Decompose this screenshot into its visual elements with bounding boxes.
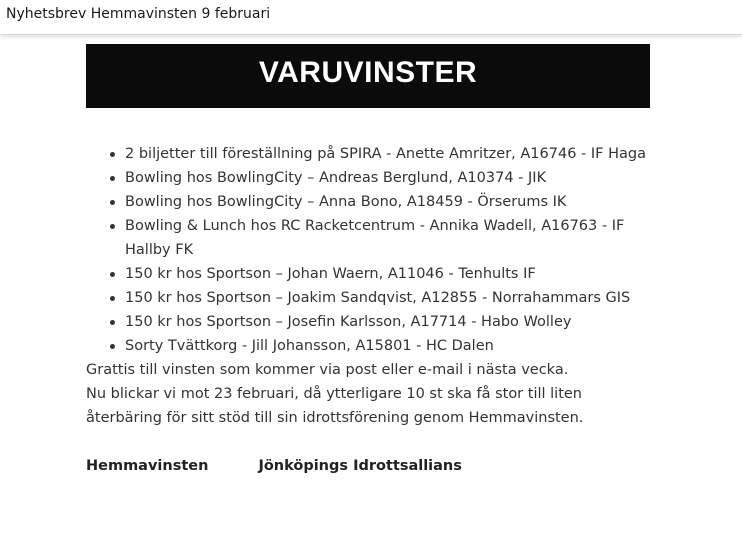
list-item: 150 kr hos Sportson – Joakim Sandqvist, A12855 - Norrahammars GIS xyxy=(125,286,650,310)
window-title: Nyhetsbrev Hemmavinsten 9 februari xyxy=(6,6,271,22)
list-item: Bowling & Lunch hos RC Racketcentrum - Annika Wadell, A16763 - IF Hallby FK xyxy=(125,214,650,262)
congrats-paragraph: Grattis till vinsten som kommer via post eller e-mail i nästa vecka. xyxy=(86,362,569,378)
signature xyxy=(86,454,650,478)
list-item: 2 biljetter till föreställning på SPIRA - Anette Amritzer, A16746 - IF Haga xyxy=(125,142,650,166)
section-banner: VARUVINSTER xyxy=(86,44,650,108)
prize-list xyxy=(86,142,650,358)
outlook-paragraph: Nu blickar vi mot 23 februari, då ytterligare 10 st ska få stor till liten återbäring för sitt stöd till sin idrottsförening genom Hemmavinsten. xyxy=(86,386,584,426)
signature-hemmavinsten: Hemmavinsten xyxy=(86,458,209,474)
list-item: Bowling hos BowlingCity – Anna Bono, A18459 - Örserums IK xyxy=(125,190,650,214)
window-titlebar xyxy=(0,0,742,35)
list-item: 150 kr hos Sportson – Johan Waern, A11046 - Tenhults IF xyxy=(125,262,650,286)
list-item: Sorty Tvättkorg - Jill Johansson, A15801 - HC Dalen xyxy=(125,334,650,358)
list-item: Bowling hos BowlingCity – Andreas Berglund, A10374 - JIK xyxy=(125,166,650,190)
list-item: 150 kr hos Sportson – Josefin Karlsson, A17714 - Habo Wolley xyxy=(125,310,650,334)
newsletter-body xyxy=(86,44,650,478)
signature-idrottsallians: Jönköpings Idrottsallians xyxy=(258,458,462,474)
